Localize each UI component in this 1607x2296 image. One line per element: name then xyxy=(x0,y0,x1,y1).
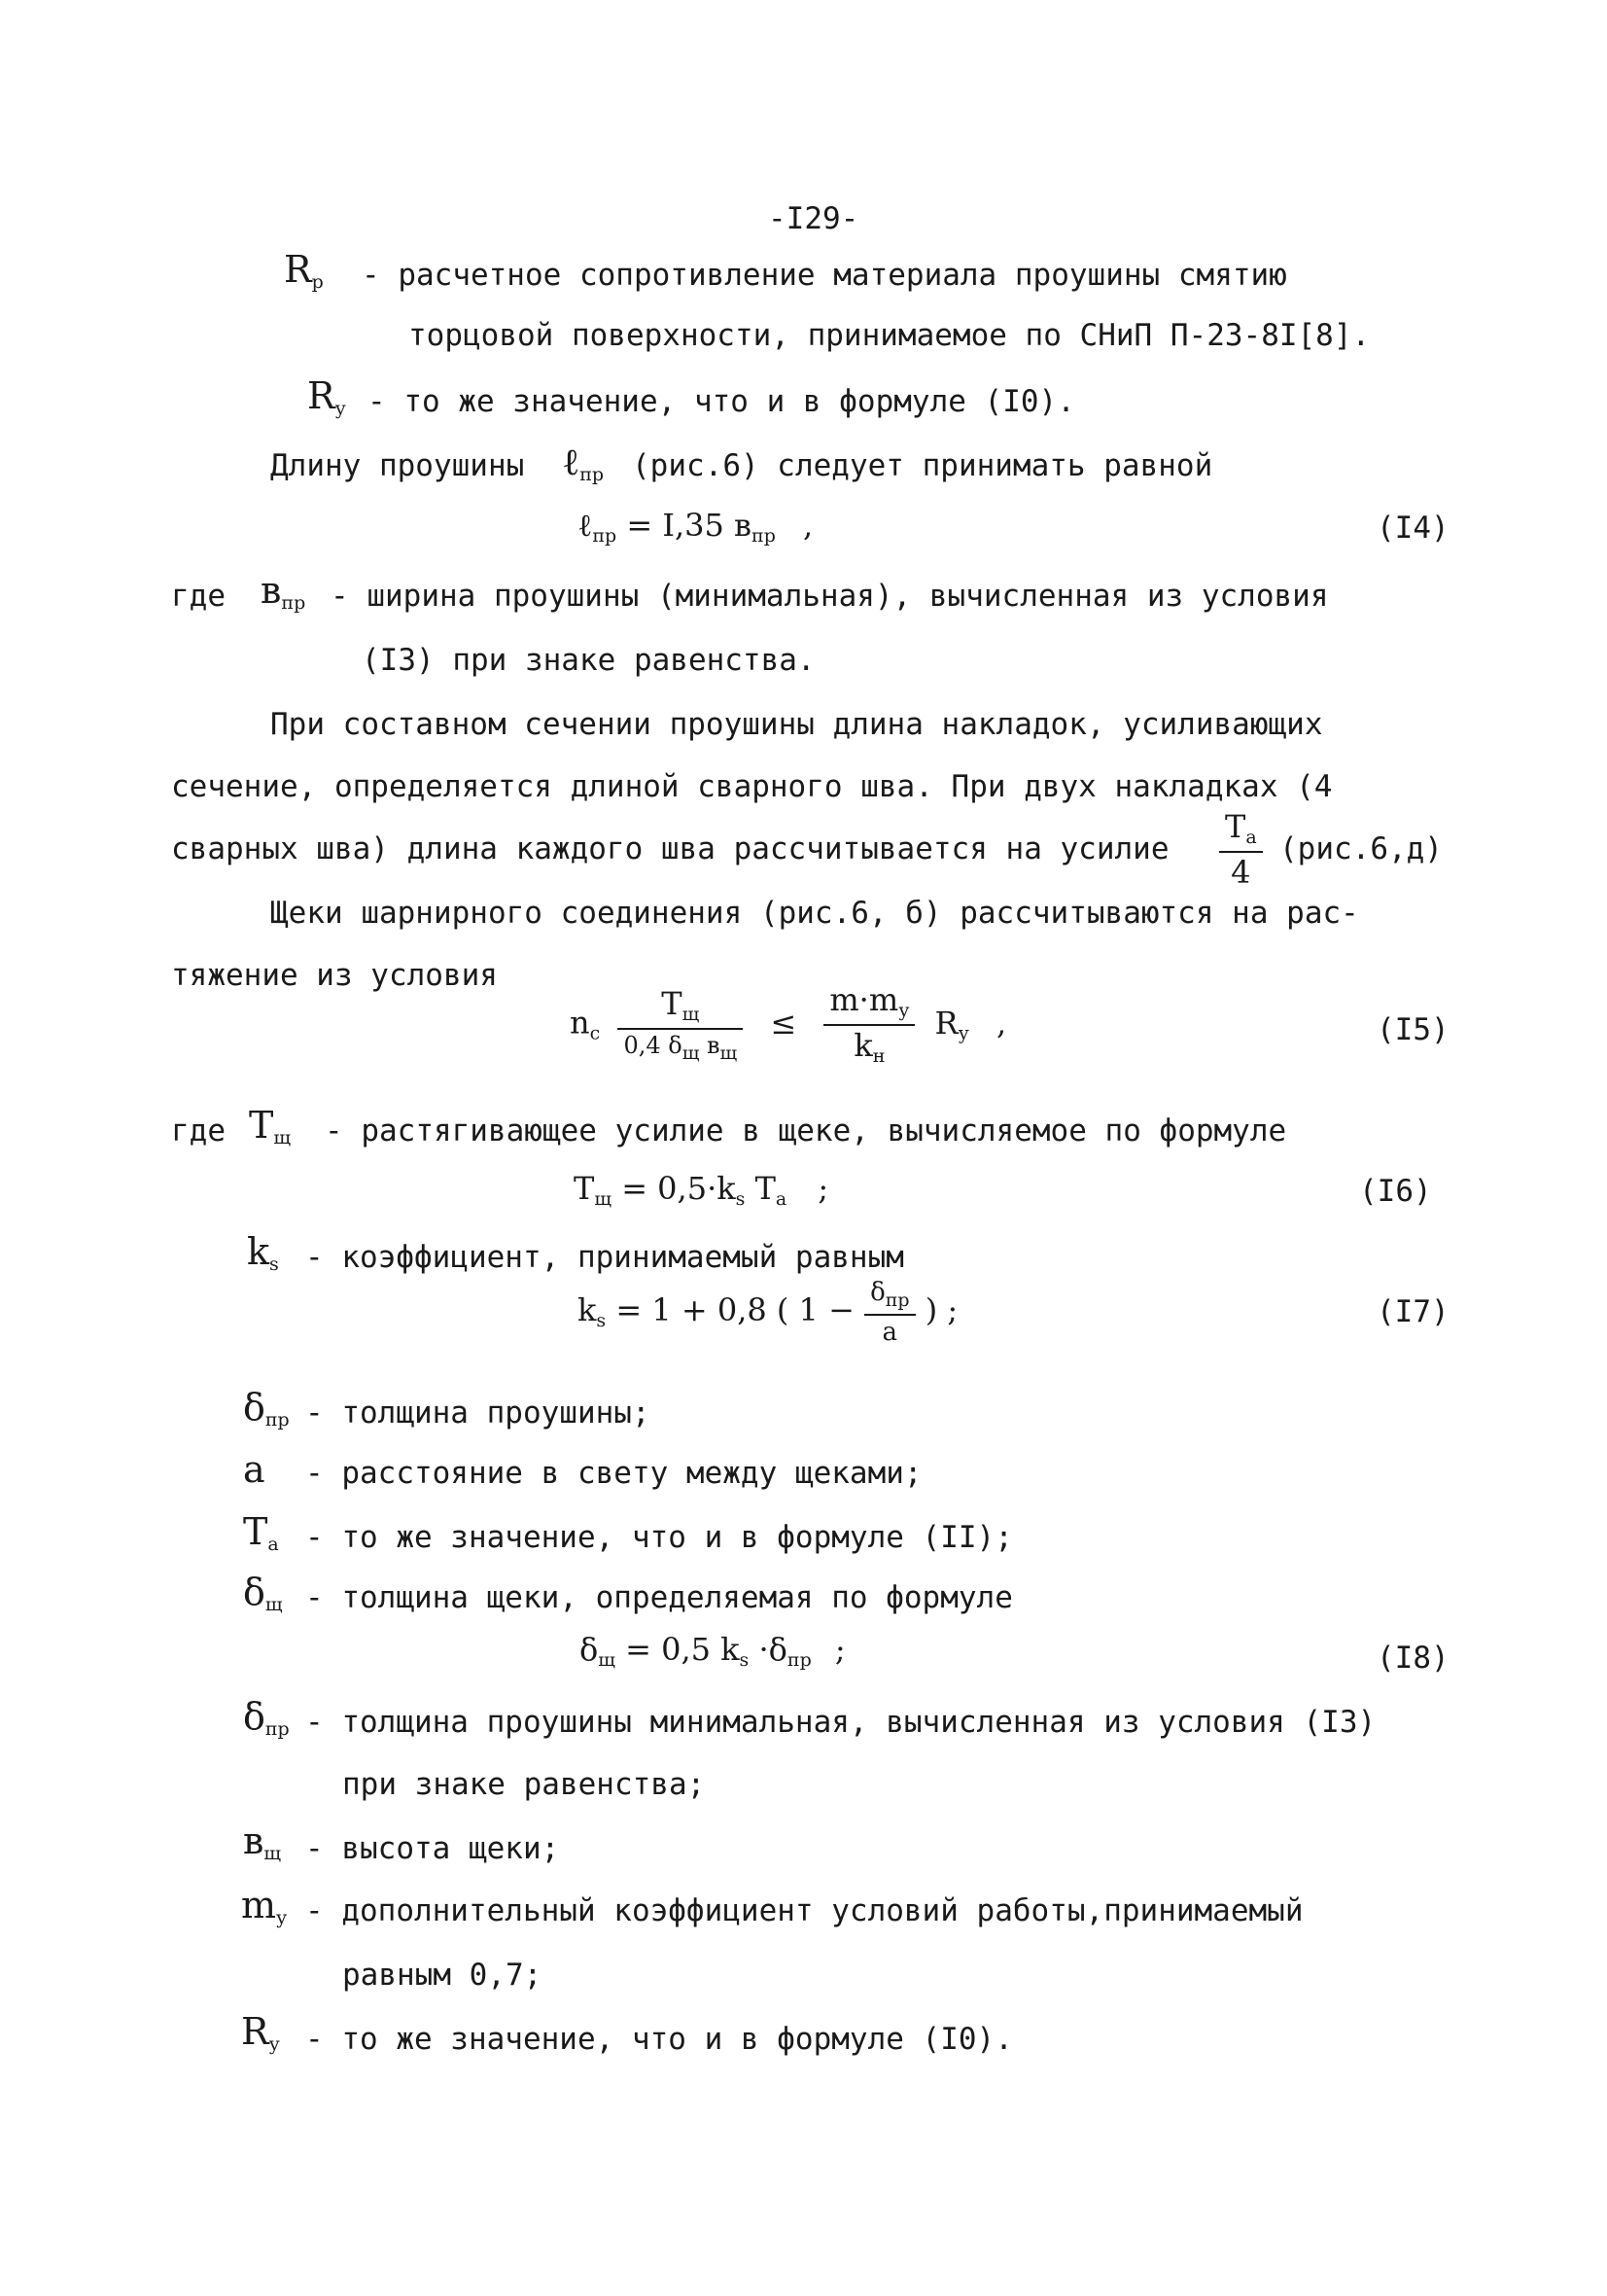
sym-text: в xyxy=(261,569,282,612)
symbol-b-pr xyxy=(261,569,306,614)
fraction-numerator xyxy=(1219,808,1263,853)
formula-16 xyxy=(574,1170,829,1210)
symbol-r-y-2 xyxy=(241,2010,280,2055)
f-pre: n xyxy=(570,1004,590,1042)
sym-sub: s xyxy=(269,1254,279,1275)
sym-sub: у xyxy=(334,398,346,419)
f-rhs2-sub: a xyxy=(775,1188,787,1210)
f-rel: ≤ xyxy=(770,1004,797,1042)
symbol-k-s xyxy=(247,1230,279,1275)
definition-t-a: - то же значение, что и в формуле (II); xyxy=(305,1520,1013,1555)
f-tail: , xyxy=(803,507,814,544)
den-a: 0,4 δ xyxy=(623,1031,682,1059)
f-lhs: ℓ xyxy=(577,507,593,544)
k-den: k xyxy=(854,1027,873,1064)
paragraph-1-line2: сечение, определяется длиной сварного шва. При двух накладках (4 xyxy=(171,769,1333,804)
sym-sub: пр xyxy=(281,592,306,614)
symbol-delta-sh xyxy=(243,1573,283,1614)
equation-number-18: (I8) xyxy=(1377,1641,1450,1676)
fraction-right-denominator xyxy=(823,1026,915,1066)
f-lhs: k xyxy=(577,1291,597,1328)
formula-15 xyxy=(570,981,1007,1067)
f-rhs2: T xyxy=(754,1170,776,1207)
frac-num: δ xyxy=(870,1278,886,1307)
f-rhs-sub: пр xyxy=(751,525,776,547)
definition-m-y-line1: - дополнительный коэффициент условий работы,принимаемый xyxy=(305,1893,1304,1928)
sym-text: T xyxy=(249,1104,274,1147)
sym-text: T xyxy=(243,1510,268,1553)
fraction-denominator: 4 xyxy=(1231,854,1251,891)
sym-sub: щ xyxy=(263,1843,282,1864)
sym-sub: a xyxy=(267,1534,279,1555)
page-number: -I29- xyxy=(768,201,859,236)
equation-number-17: (I7) xyxy=(1377,1294,1450,1329)
length-text-part2: (рис.6) следует принимать равной xyxy=(632,448,1213,483)
definition-k-s: - коэффициент, принимаемый равным xyxy=(305,1240,904,1275)
symbol-r-y xyxy=(307,374,346,419)
sym-text: ℓ xyxy=(562,441,580,483)
f-post: R xyxy=(934,1004,959,1042)
k-den-sub: н xyxy=(872,1045,886,1067)
length-text-part1: Длину проушины xyxy=(270,448,525,483)
sym-sub: у xyxy=(276,1907,288,1928)
definition-a: - расстояние в свету между щеками; xyxy=(305,1456,923,1491)
sym-text: R xyxy=(241,2010,269,2053)
fraction-left-denominator xyxy=(617,1030,743,1063)
equation-number-14: (I4) xyxy=(1377,511,1450,546)
definition-r-y-2: - то же значение, что и в формуле (I0). xyxy=(305,2022,1013,2057)
sym-text: a xyxy=(243,1448,265,1491)
fraction xyxy=(1219,808,1263,891)
sym-text: δ xyxy=(243,1571,265,1613)
where-label-1: где xyxy=(171,579,226,614)
den-b-sub: щ xyxy=(719,1042,738,1064)
formula-18 xyxy=(579,1631,846,1671)
fraction-right-numerator xyxy=(823,981,915,1026)
fraction xyxy=(864,1280,915,1345)
where-label-2: где xyxy=(171,1113,226,1148)
definition-delta-pr-2-line2: при знаке равенства; xyxy=(342,1767,706,1802)
f-rhs2-sub: пр xyxy=(786,1649,812,1671)
symbol-m-y xyxy=(241,1884,288,1928)
definition-r-p-line1: - расчетное сопротивление материала проушины смятию xyxy=(362,258,1287,293)
definition-b-pr-line1: - ширина проушины (минимальная), вычисленная из условия xyxy=(331,579,1329,614)
symbol-r-p xyxy=(284,248,324,293)
equation-number-15: (I5) xyxy=(1377,1012,1450,1047)
sym-sub: р xyxy=(311,271,324,293)
f-post-sub: у xyxy=(958,1022,969,1044)
sym-text: δ xyxy=(243,1695,265,1738)
definition-r-y-line1: - то же значение, что и в формуле (I0). xyxy=(367,384,1075,419)
t-num-sub: щ xyxy=(681,1003,700,1025)
f-lhs-sub: s xyxy=(596,1310,607,1331)
definition-m-y-line2: равным 0,7; xyxy=(342,1958,542,1993)
den-a-sub: щ xyxy=(681,1042,700,1064)
den-b: в xyxy=(699,1031,720,1059)
f-lhs: T xyxy=(574,1170,595,1207)
paragraph-1-line3a: сварных шва) длина каждого шва рассчитывается на усилие xyxy=(171,831,1170,866)
sym-text: δ xyxy=(243,1386,265,1429)
sym-text: k xyxy=(247,1230,270,1273)
symbol-a xyxy=(243,1448,265,1491)
f-lhs: δ xyxy=(579,1631,599,1668)
paragraph-1-line3b: (рис.6,д) xyxy=(1279,831,1443,866)
paragraph-2-line2: тяжение из условия xyxy=(171,958,498,993)
f-rhs-sub: s xyxy=(739,1649,750,1671)
f-lhs-sub: щ xyxy=(594,1188,612,1210)
definition-delta-pr: - толщина проушины; xyxy=(305,1395,650,1431)
sym-text: m xyxy=(241,1884,277,1926)
definition-r-p-line2: торцовой поверхности, принимаемое по СНиП П-23-8I[8]. xyxy=(408,318,1371,353)
definition-b-sh: - высота щеки; xyxy=(305,1831,560,1866)
mm-num: m·m xyxy=(829,981,899,1018)
frac-num-text: T xyxy=(1225,808,1246,845)
fraction-left-numerator xyxy=(617,984,743,1030)
f-tail: , xyxy=(996,1004,1007,1042)
symbol-l-pr xyxy=(562,443,604,484)
f-rhs: = 1 + 0,8 ( 1 − xyxy=(615,1291,855,1328)
fraction-numerator xyxy=(864,1280,915,1316)
sym-sub: пр xyxy=(579,464,605,485)
symbol-b-sh xyxy=(243,1819,282,1864)
mm-num-sub: у xyxy=(898,1000,910,1021)
f-tail: ; xyxy=(834,1631,846,1668)
fraction-right xyxy=(823,981,915,1067)
sym-sub: у xyxy=(268,2033,280,2055)
inline-fraction-ta-4 xyxy=(1219,808,1263,891)
paragraph-2-line1: Щеки шарнирного соединения (рис.6, б) рассчитываются на рас- xyxy=(270,896,1359,931)
fraction-left xyxy=(617,984,743,1064)
frac-num-sub: a xyxy=(1245,827,1257,848)
formula-14 xyxy=(577,507,814,547)
sym-text: R xyxy=(284,248,312,291)
sym-text: R xyxy=(307,374,335,417)
sym-text: в xyxy=(243,1819,264,1862)
f-rhs: = 0,5 k xyxy=(625,1631,740,1668)
f-tail: ) ; xyxy=(925,1291,959,1328)
paragraph-1-line1: При составном сечении проушины длина накладок, усиливающих xyxy=(270,707,1323,742)
sym-sub: щ xyxy=(264,1594,283,1615)
symbol-delta-pr xyxy=(243,1386,290,1431)
sym-sub: пр xyxy=(264,1718,290,1740)
sym-sub: щ xyxy=(273,1127,292,1148)
definition-t-sh: - растягивающее усилие в щеке, вычисляемое по формуле xyxy=(325,1113,1287,1148)
t-num: T xyxy=(661,984,682,1022)
symbol-delta-pr-2 xyxy=(243,1695,290,1740)
formula-17 xyxy=(577,1280,958,1345)
definition-b-pr-line2: (I3) при знаке равенства. xyxy=(362,643,816,678)
f-pre-sub: c xyxy=(589,1022,601,1044)
symbol-t-sh xyxy=(249,1104,292,1148)
f-lhs-sub: пр xyxy=(592,525,617,547)
f-rhs: = 0,5·k xyxy=(621,1170,736,1207)
f-tail: ; xyxy=(818,1170,829,1207)
symbol-t-a xyxy=(243,1510,279,1555)
equation-number-16: (I6) xyxy=(1359,1174,1432,1209)
f-rhs-sub: s xyxy=(735,1188,746,1210)
definition-delta-pr-2-line1: - толщина проушины минимальная, вычисленная из условия (I3) xyxy=(305,1705,1377,1740)
definition-delta-sh: - толщина щеки, определяемая по формуле xyxy=(305,1580,1013,1615)
f-rhs: = I,35 в xyxy=(626,507,752,544)
f-lhs-sub: щ xyxy=(598,1649,615,1671)
sym-sub: пр xyxy=(264,1409,290,1431)
f-rhs2: ·δ xyxy=(758,1631,787,1668)
fraction-denominator: a xyxy=(882,1318,898,1347)
frac-num-sub: пр xyxy=(885,1289,910,1311)
